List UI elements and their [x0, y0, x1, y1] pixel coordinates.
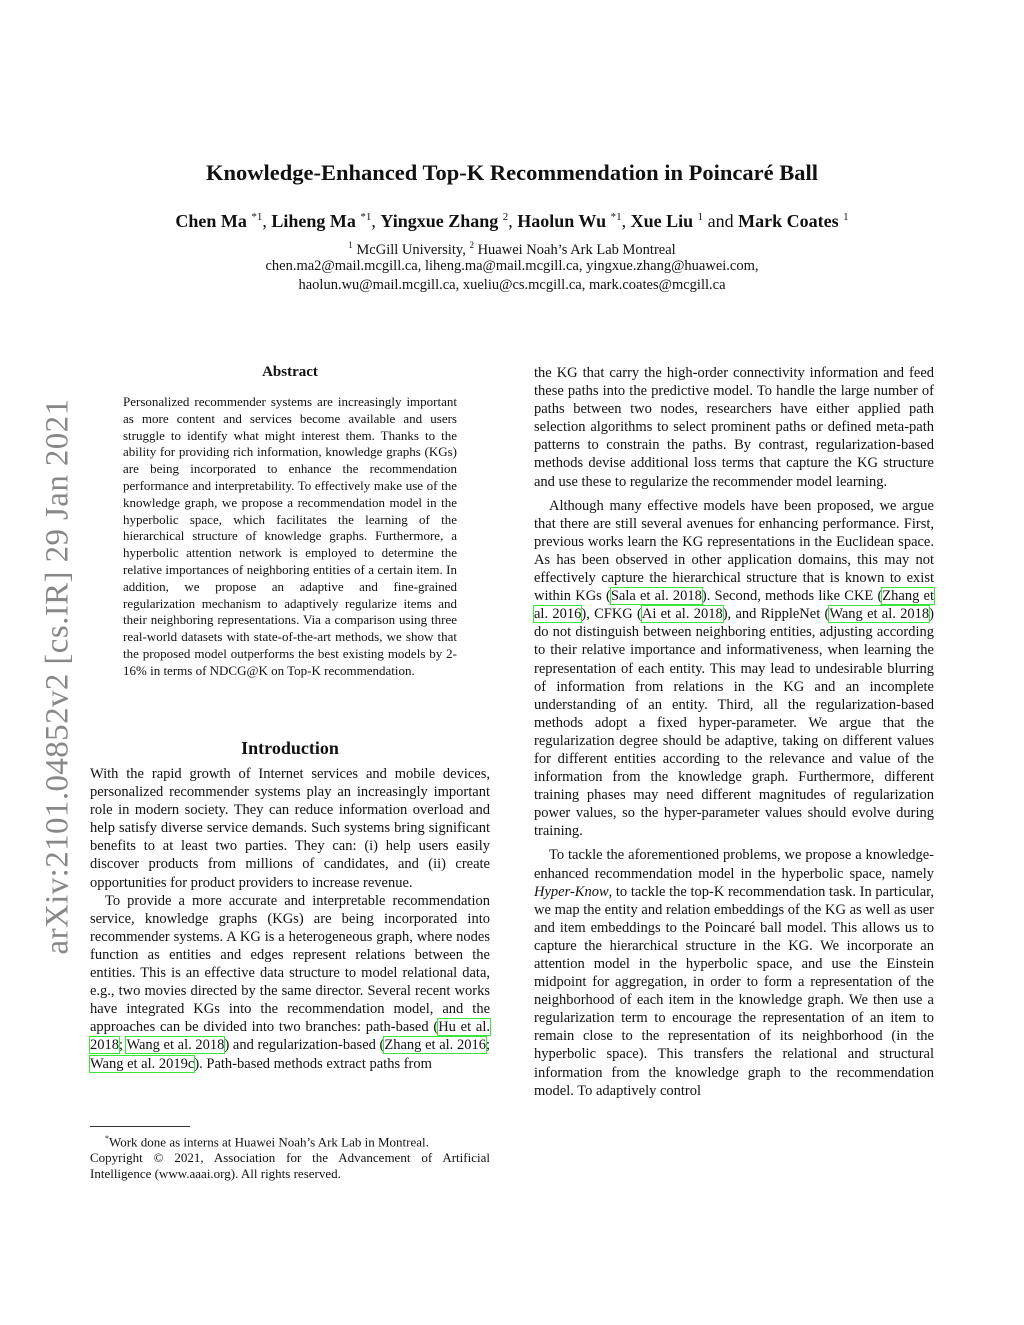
paragraph-text: , to tackle the top-K recommendation task. In particular, we map the entity and relation embeddings of the KG as well as user and item embeddings to the Poincaré ball model. This allows us to capture the hierarchical structure in the KG. We incorporate an attention model in the hyperbolic space, and use the Einstein midpoint for aggregation, in order to form a representation of the neighborhood of each item in the knowledge graph. We then use a regularization term to encourage the representation of an item to remain close to the representation of its neighborhood (in the hyperbolic space). This transfers the relational and structural information from the knowledge graph to the recommendation model. To adaptively control	[534, 883, 934, 1099]
paragraph	[534, 846, 934, 1099]
citation-link[interactable]: Wang et al. 2018	[126, 1037, 225, 1054]
email-line: chen.ma2@mail.mcgill.ca, liheng.ma@mail.mcgill.ca, yingxue.zhang@huawei.com,	[265, 258, 759, 274]
paragraph	[534, 497, 934, 841]
right-column	[534, 364, 934, 1100]
author-list: Chen Ma $^{*1}$, Liheng Ma $^{*1}$, Yingxue Zhang $^2$, Haolun Wu $^{*1}$, Xue Liu $^1$ and Mark Coates $^1$	[175, 211, 849, 231]
citation-link[interactable]: Wang et al. 2019c	[90, 1055, 195, 1072]
author-conjunction: and	[707, 211, 734, 231]
left-column	[90, 765, 490, 1073]
paragraph-text: To tackle the aforementioned problems, we propose a knowledge-enhanced recommendation model in the hyperbolic space, namely	[534, 847, 934, 882]
paragraph-text: ), and RippleNet (	[722, 606, 830, 623]
affiliations	[0, 237, 1024, 259]
paragraph-text: ), CFKG (	[581, 606, 642, 623]
paragraph: With the rapid growth of Internet services and mobile devices, personalized recommender systems play an increasingly important role in modern society. They can reduce information overload and help satisfy diverse service demands. Such systems bring significant benefits to at least two parties. They can: (i) help users easily discover products from millions of candidates, and (ii) create opportunities for product providers to increase revenue.	[90, 766, 490, 891]
introduction-heading: Introduction	[241, 738, 339, 758]
footnote-line	[90, 1131, 490, 1150]
abstract-heading: Abstract	[262, 364, 318, 380]
author-name: Haolun Wu	[517, 211, 607, 231]
affiliation-name: Huawei Noah’s Ark Lab Montreal	[477, 241, 676, 258]
arxiv-stamp: arXiv:2101.04852v2 [cs.IR] 29 Jan 2021	[39, 398, 76, 955]
author-mark: 1	[697, 211, 704, 223]
paragraph	[90, 892, 490, 1073]
footnote-divider	[90, 1126, 190, 1127]
email-line: haolun.wu@mail.mcgill.ca, xueliu@cs.mcgill.ca, mark.coates@mcgill.ca	[298, 276, 726, 293]
author-name: Liheng Ma	[271, 211, 356, 231]
paragraph-text: ) do not distinguish between neighboring entities, adjusting according to their relative importance and informativeness, when learning the representation of each entity. This may lead to undesirable blurring of information from relations in the KG and an incomplete understanding of an entity. Third, all the regularization-based methods adopt a fixed hyper-parameter. We argue that the regularization degree should be adaptive, taking on different values for different entities according to the relevance and value of the information from the knowledge graph. Furthermore, different training phases may need different magnitudes of regularization power values, so the hyper-parameter values should evolve during training.	[534, 606, 934, 840]
paragraph-text: ) and regularization-based (	[224, 1037, 385, 1054]
affiliation-name: McGill University,	[356, 241, 466, 258]
paragraph-text: ). Path-based methods extract paths from	[194, 1055, 432, 1072]
footnote-text: Work done as interns at Huawei Noah’s Ark Lab in Montreal.	[109, 1134, 429, 1150]
citation-link[interactable]: Sala et al. 2018	[610, 588, 702, 605]
paragraph-text: ). Second, methods like CKE (	[701, 588, 883, 605]
author-name: Yingxue Zhang	[380, 211, 499, 231]
affiliation-mark: 2	[469, 240, 474, 250]
abstract-text: Personalized recommender systems are increasingly important as more content and services become available and users struggle to identify what might interest them. Thanks to the ability for providing rich information, knowledge graphs (KGs) are being incorporated to enhance the recommendation performance and interpretability. To effectively make use of the knowledge graph, we propose a recommendation model in the hyperbolic space, which facilitates the learning of the hierarchical structure of knowledge graphs. Furthermore, a hyperbolic attention network is employed to determine the relative importances of neighboring entities of a certain item. In addition, we propose an adaptive and fine-grained regularization mechanism to adaptively regularize items and their neighboring representations. Via a comparison using three real-world datasets with state-of-the-art methods, we show that the proposed model outperforms the best existing models by 2-16% in terms of NDCG@K on Top-K recommendation.	[123, 394, 457, 678]
paragraph-text: ;	[485, 1037, 490, 1054]
author-name: Xue Liu	[630, 211, 694, 231]
citation-link[interactable]: Zhang et al. 2016	[384, 1037, 486, 1054]
author-mark: *1	[360, 211, 372, 223]
paper-title: Knowledge-Enhanced Top-K Recommendation in Poincaré Ball	[206, 160, 818, 185]
footnote-line: Copyright © 2021, Association for the Advancement of Artificial Intelligence (www.aaai.org). All rights reserved.	[90, 1150, 490, 1182]
paragraph-text: Although many effective models have been proposed, we argue that there are still several avenues for enhancing performance. First, previous works learn the KG representations in the Euclidean space. As has been observed in other application domains, this may not effectively capture the hierarchical structure that is known to exist within KGs (	[534, 497, 934, 605]
paragraph-text: ;	[119, 1037, 127, 1054]
citation-link[interactable]: Wang et al. 2018	[829, 606, 930, 623]
author-mark: *1	[610, 211, 622, 223]
model-name: Hyper-Know	[534, 883, 609, 900]
footnote-mark: *	[105, 1134, 109, 1143]
affiliation-mark: 1	[348, 240, 353, 250]
author-mark: 1	[843, 211, 849, 223]
citation-link[interactable]: Zhang et al. 2016	[534, 588, 934, 623]
author-mark: 2	[502, 211, 509, 223]
author-name: Chen Ma	[175, 211, 247, 231]
paragraph: the KG that carry the high-order connectivity information and feed these paths into the predictive model. To handle the large number of paths between two nodes, researchers have either applied path selection algorithms to select prominent paths or defined meta-path patterns to constrain the paths. By contrast, regularization-based methods devise additional loss terms that capture the KG structure and use these to regularize the recommender model learning.	[534, 365, 934, 490]
footnote	[90, 1131, 490, 1182]
author-emails	[0, 257, 1024, 294]
citation-link[interactable]: Hu et al. 2018	[90, 1019, 491, 1054]
citation-link[interactable]: Ai et al. 2018	[641, 606, 723, 623]
paragraph-text: To provide a more accurate and interpretable recommendation service, knowledge graphs (KGs) are being incorporated into recommender systems. A KG is a heterogeneous graph, where nodes function as entities and edges represent relations between the entities. This is an effective data structure to model relational data, e.g., two movies directed by the same director. Several recent works have integrated KGs into the recommendation model, and the approaches can be divided into two branches: path-based (	[90, 892, 490, 1036]
author-mark: *1	[251, 211, 263, 223]
author-name: Mark Coates	[738, 211, 839, 231]
